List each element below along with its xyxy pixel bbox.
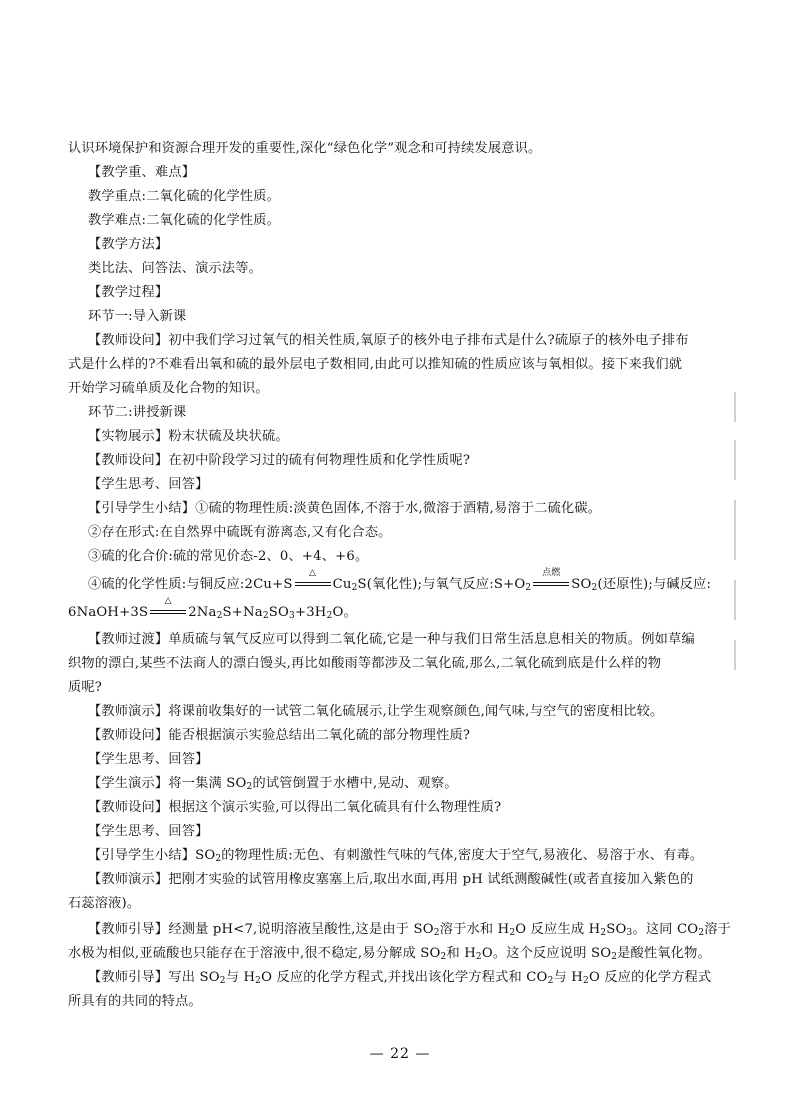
text-line: 【教师设问】能否根据演示实验总结出二氧化硫的部分物理性质? (88, 728, 471, 743)
text-line: 环节一:导入新课 (88, 309, 187, 324)
text-line: 开始学习硫单质及化合物的知识。 (68, 381, 269, 396)
equation-text: SO (571, 577, 592, 592)
text-line: 质呢? (68, 680, 103, 695)
text-line: 认识环境保护和资源合理开发的重要性,深化“绿色化学”观念和可持续发展意识。 (68, 141, 542, 156)
text-line: 【实物展示】粉末状硫及块状硫。 (88, 429, 289, 444)
text-span: 溶于 (704, 922, 732, 937)
subscript: 2 (591, 583, 598, 593)
equation-text: ④硫的化学性质:与铜反应:2Cu+S (88, 577, 293, 592)
equation-text: SO (268, 605, 290, 620)
text-line (88, 918, 732, 942)
text-span: O 反应的化学方程式 (588, 970, 712, 985)
subscript: 2 (611, 952, 618, 962)
text-span: O 反应的化学方程式,并找出该化学方程式和 CO (261, 970, 548, 985)
equation-text: +3H (294, 605, 327, 620)
text-line: ②存在形式:在自然界中硫既有游离态,又有化合态。 (88, 525, 392, 540)
subscript: 2 (525, 583, 532, 593)
text-line: 【教师演示】把刚才实验的试管用橡皮塞塞上后,取出水面,再用 pH 试纸测酸碱性(或者直接加入紫色的 (88, 872, 694, 887)
reaction-arrow (150, 595, 186, 617)
text-span: SO (606, 922, 627, 937)
text-line: 教学重点:二氧化硫的化学性质。 (88, 189, 281, 204)
subscript: 3 (626, 928, 633, 938)
subscript: 2 (547, 976, 554, 986)
subscript: 2 (583, 976, 589, 986)
equation-text: S+Na (222, 605, 263, 620)
text-line: ③硫的化合价:硫的常见价态-2、0、+4、+6。 (88, 549, 369, 564)
text-span: 是酸性氧化物。 (617, 946, 711, 961)
section-heading: 【教学方法】 (88, 237, 169, 252)
subscript: 3 (289, 611, 295, 621)
section-heading: 【教学过程】 (88, 285, 169, 300)
text-span: 水极为相似,亚硫酸也只能存在于溶液中,很不稳定,易分解成 SO (68, 946, 441, 961)
subscript: 2 (255, 976, 262, 986)
equation-text: S(氧化性);与氧气反应:S+O (357, 577, 526, 592)
subscript: 2 (246, 782, 253, 792)
text-line: 所具有的共同的特点。 (68, 994, 202, 1009)
page-number: — 22 — (369, 1046, 431, 1062)
subscript: 2 (475, 952, 482, 962)
text-span: 和 H (446, 946, 476, 961)
equation-text: O。 (332, 605, 357, 620)
reaction-condition: △ (164, 595, 172, 606)
text-line: 【学生思考、回答】 (88, 824, 209, 839)
equation-text: 2Na (188, 605, 217, 620)
subscript: 2 (351, 583, 358, 593)
section-heading: 【教学重、难点】 (88, 165, 196, 180)
equation-text: 6NaOH+3S (68, 605, 149, 620)
text-span: 【引导学生小结】SO (88, 848, 216, 863)
text-line: 【教师设问】根据这个演示实验,可以得出二氧化硫具有什么物理性质? (88, 800, 502, 815)
subscript: 2 (698, 928, 705, 938)
text-span: 的物理性质:无色、有刺激性气味的气体,密度大于空气,易液化、易溶于水、有毒。 (221, 848, 704, 863)
subscript: 2 (433, 928, 440, 938)
text-span: 与 H (225, 970, 256, 985)
text-span: 溶于水和 H (439, 922, 510, 937)
text-span: 【学生演示】将一集满 SO (88, 776, 247, 791)
equation-text: Cu (332, 577, 352, 592)
text-line: 【学生思考、回答】 (88, 477, 209, 492)
scan-margin-mark (734, 500, 736, 560)
subscript: 2 (509, 928, 516, 938)
subscript: 2 (215, 854, 222, 864)
subscript: 2 (219, 976, 226, 986)
reaction-condition: 点燃 (542, 567, 561, 578)
text-line: 【学生思考、回答】 (88, 752, 209, 767)
scan-margin-mark (734, 580, 736, 620)
text-span: 【教师引导】写出 SO (88, 970, 220, 985)
text-span: 与 H (553, 970, 583, 985)
equation-line (88, 567, 712, 598)
subscript: 2 (216, 611, 223, 621)
equation-text: (还原性);与碱反应: (597, 577, 712, 592)
text-line: 织物的漂白,某些不法商人的漂白馒头,再比如酸雨等都涉及二氧化硫,那么,二氧化硫到底是什么样的物 (68, 656, 662, 671)
subscript: 2 (326, 611, 333, 621)
text-span: 【教师引导】经测量 pH<7,说明溶液呈酸性,这是由于 SO (88, 922, 434, 937)
equation-line (68, 595, 704, 626)
text-line (68, 942, 711, 966)
text-line (88, 966, 712, 990)
text-span: O 反应生成 H (515, 922, 601, 937)
text-line: 【教师设问】在初中阶段学习过的硫有何物理性质和化学性质呢? (88, 453, 471, 468)
text-span: O。这个反应说明 SO (481, 946, 612, 961)
text-span: 的试管倒置于水槽中,晃动、观察。 (252, 776, 458, 791)
text-line: 环节二:讲授新课 (88, 405, 187, 420)
text-line: 式是什么样的?不难看出氧和硫的最外层电子数相同,由此可以推知硫的性质应该与氧相似。接下来我们就 (68, 357, 683, 372)
subscript: 2 (600, 928, 607, 938)
text-span: 。这同 CO (632, 922, 699, 937)
scan-margin-mark (734, 640, 736, 670)
text-line: 类比法、问答法、演示法等。 (88, 261, 263, 276)
text-line: 教学难点:二氧化硫的化学性质。 (88, 213, 281, 228)
text-line (88, 772, 703, 796)
text-line: 【教师演示】将课前收集好的一试管二氧化硫展示,让学生观察颜色,闻气味,与空气的密度相比较。 (88, 704, 664, 719)
subscript: 2 (262, 611, 269, 621)
reaction-arrow (533, 567, 569, 589)
reaction-condition: △ (309, 567, 317, 578)
text-line: 【教师过渡】单质硫与氧气反应可以得到二氧化硫,它是一种与我们日常生活息息相关的物质。例如草编 (88, 632, 695, 647)
text-line: 石蕊溶液)。 (68, 896, 141, 911)
scan-margin-mark (734, 440, 736, 480)
subscript: 2 (440, 952, 447, 962)
text-line: 【引导学生小结】①硫的物理性质:淡黄色固体,不溶于水,微溶于酒精,易溶于二硫化碳。 (88, 501, 602, 516)
scan-margin-mark (734, 392, 736, 422)
reaction-arrow (295, 567, 331, 589)
text-line (88, 844, 703, 868)
text-line: 【教师设问】初中我们学习过氧气的相关性质,氧原子的核外电子排布式是什么?硫原子的核外电子排布 (88, 333, 689, 348)
